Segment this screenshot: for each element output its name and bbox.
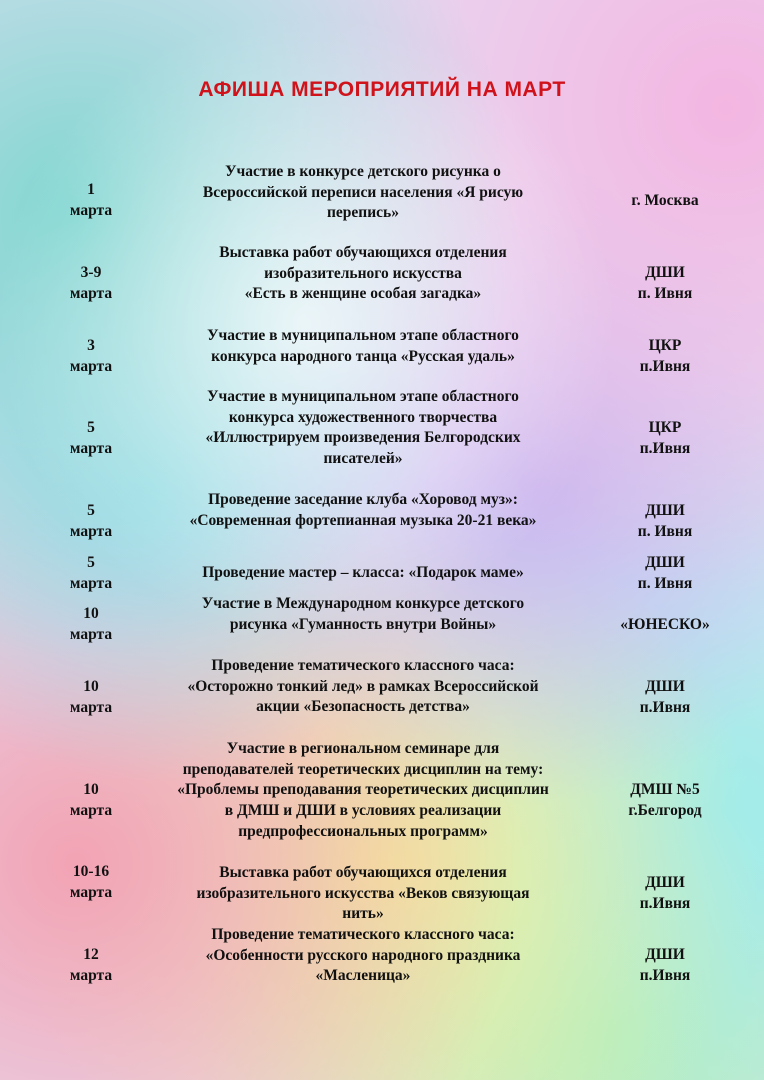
event-place: г. Москва	[631, 192, 699, 209]
event-date: 5 марта	[69, 419, 113, 457]
event-date: 3-9 марта	[69, 264, 113, 302]
event-date: 12 марта	[69, 946, 113, 984]
event-date: 10 марта	[69, 605, 113, 643]
event-date: 3 марта	[69, 337, 113, 375]
event-description: Проведение тематического классного часа: «Осторожно тонкий лед» в рамках Всероссийской акции «Безопасность детства»	[187, 657, 539, 716]
event-place: ДШИ п. Ивня	[637, 554, 693, 592]
event-date: 10 марта	[69, 678, 113, 716]
event-description: Участие в муниципальном этапе областного конкурса художественного творчества «Иллюстрируем произведения Белгородских писателей»	[205, 388, 521, 468]
event-description: Выставка работ обучающихся отделения изобразительного искусства «Веков связующая нить»	[196, 864, 530, 923]
event-description: Проведение заседание клуба «Хоровод муз»: «Современная фортепианная музыка 20-21 века»	[189, 491, 537, 529]
event-description: Участие в муниципальном этапе областного конкурса народного танца «Русская удаль»	[207, 327, 519, 365]
event-place: «ЮНЕСКО»	[620, 616, 710, 633]
event-date: 10 марта	[69, 781, 113, 819]
poster-title: АФИША МЕРОПРИЯТИЙ НА МАРТ	[198, 78, 566, 101]
event-place: ЦКР п.Ивня	[639, 419, 691, 457]
event-place: ДМШ №5 г.Белгород	[628, 781, 702, 819]
event-description: Выставка работ обучающихся отделения изобразительного искусства «Есть в женщине особая загадка»	[219, 244, 507, 303]
event-description: Участие в Международном конкурсе детского рисунка «Гуманность внутри Войны»	[201, 595, 525, 633]
event-description: Участие в конкурсе детского рисунка о Всероссийской переписи населения «Я рисую перепись»	[202, 163, 524, 222]
event-date: 1 марта	[69, 181, 113, 219]
event-place: ДШИ п.Ивня	[639, 874, 691, 912]
event-date: 5 марта	[69, 502, 113, 540]
event-date: 10-16 марта	[69, 863, 113, 901]
event-place: ДШИ п.Ивня	[639, 946, 691, 984]
event-place: ДШИ п.Ивня	[639, 678, 691, 716]
event-place: ДШИ п. Ивня	[637, 502, 693, 540]
event-place: ЦКР п.Ивня	[639, 337, 691, 375]
event-description: Участие в региональном семинаре для преподавателей теоретических дисциплин на тему: «Проблемы преподавания теоретических дисциплин в ДМШ и ДШИ в условиях реализации предпрофессиональных программ»	[177, 740, 549, 840]
event-place: ДШИ п. Ивня	[637, 264, 693, 302]
event-date: 5 марта	[69, 554, 113, 592]
event-description: Проведение тематического классного часа: «Особенности русского народного праздника «Масленица»	[205, 926, 521, 985]
event-description: Проведение мастер – класса: «Подарок маме»	[202, 564, 524, 581]
